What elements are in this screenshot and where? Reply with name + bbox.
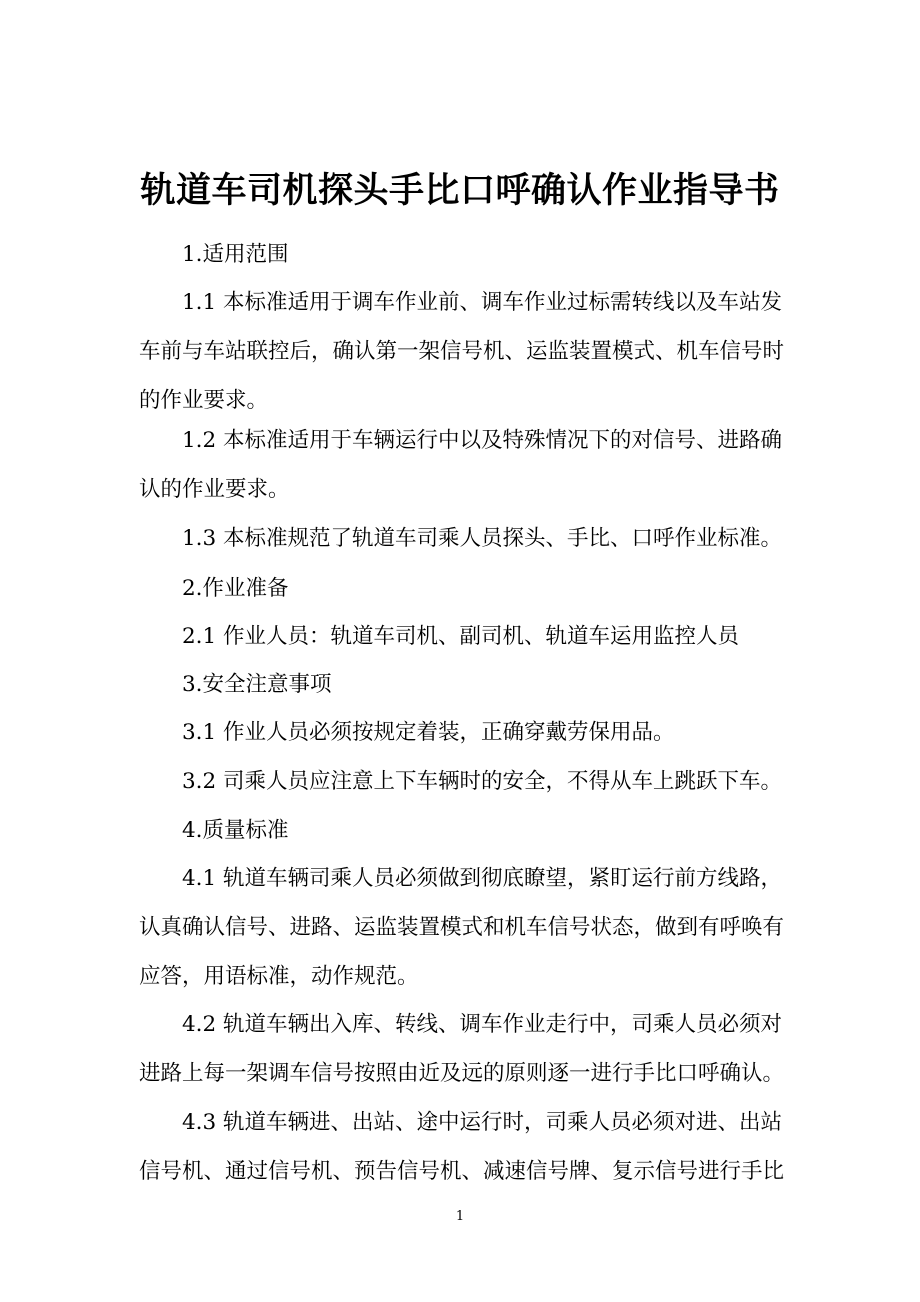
section-heading-preparation: 2.作业准备 bbox=[182, 576, 289, 601]
paragraph-3-1: 3.1 作业人员必须按规定着装，正确穿戴劳保用品。 bbox=[182, 720, 675, 745]
paragraph-1-3: 1.3 本标准规范了轨道车司乘人员探头、手比、口呼作业标准。 bbox=[182, 526, 783, 551]
paragraph-3-2: 3.2 司乘人员应注意上下车辆时的安全，不得从车上跳跃下车。 bbox=[182, 769, 783, 794]
section-heading-safety: 3.安全注意事项 bbox=[182, 672, 332, 697]
page-number: 1 bbox=[455, 1209, 465, 1224]
paragraph-4-3: 4.3 轨道车辆进、出站、途中运行时，司乘人员必须对进、出站信号机、通过信号机、预告信号机、减速信号牌、复示信号进行手比 bbox=[139, 1110, 785, 1184]
document-title: 轨道车司机探头手比口呼确认作业指导书 bbox=[140, 170, 780, 212]
paragraph-4-1: 4.1 轨道车辆司乘人员必须做到彻底瞭望，紧盯运行前方线路，认真确认信号、进路、运监装置模式和机车信号状态，做到有呼唤有应答，用语标准，动作规范。 bbox=[139, 866, 785, 989]
paragraph-1-1: 1.1 本标准适用于调车作业前、调车作业过标需转线以及车站发车前与车站联控后，确认第一架信号机、运监装置模式、机车信号时的作业要求。 bbox=[139, 290, 785, 413]
section-heading-scope: 1.适用范围 bbox=[182, 242, 289, 267]
paragraph-2-1: 2.1 作业人员：轨道车司机、副司机、轨道车运用监控人员 bbox=[182, 624, 740, 649]
paragraph-4-2: 4.2 轨道车辆出入库、转线、调车作业走行中，司乘人员必须对进路上每一架调车信号按照由近及远的原则逐一进行手比口呼确认。 bbox=[139, 1012, 785, 1086]
paragraph-1-2: 1.2 本标准适用于车辆运行中以及特殊情况下的对信号、进路确认的作业要求。 bbox=[139, 428, 783, 502]
section-heading-quality: 4.质量标准 bbox=[182, 818, 289, 843]
